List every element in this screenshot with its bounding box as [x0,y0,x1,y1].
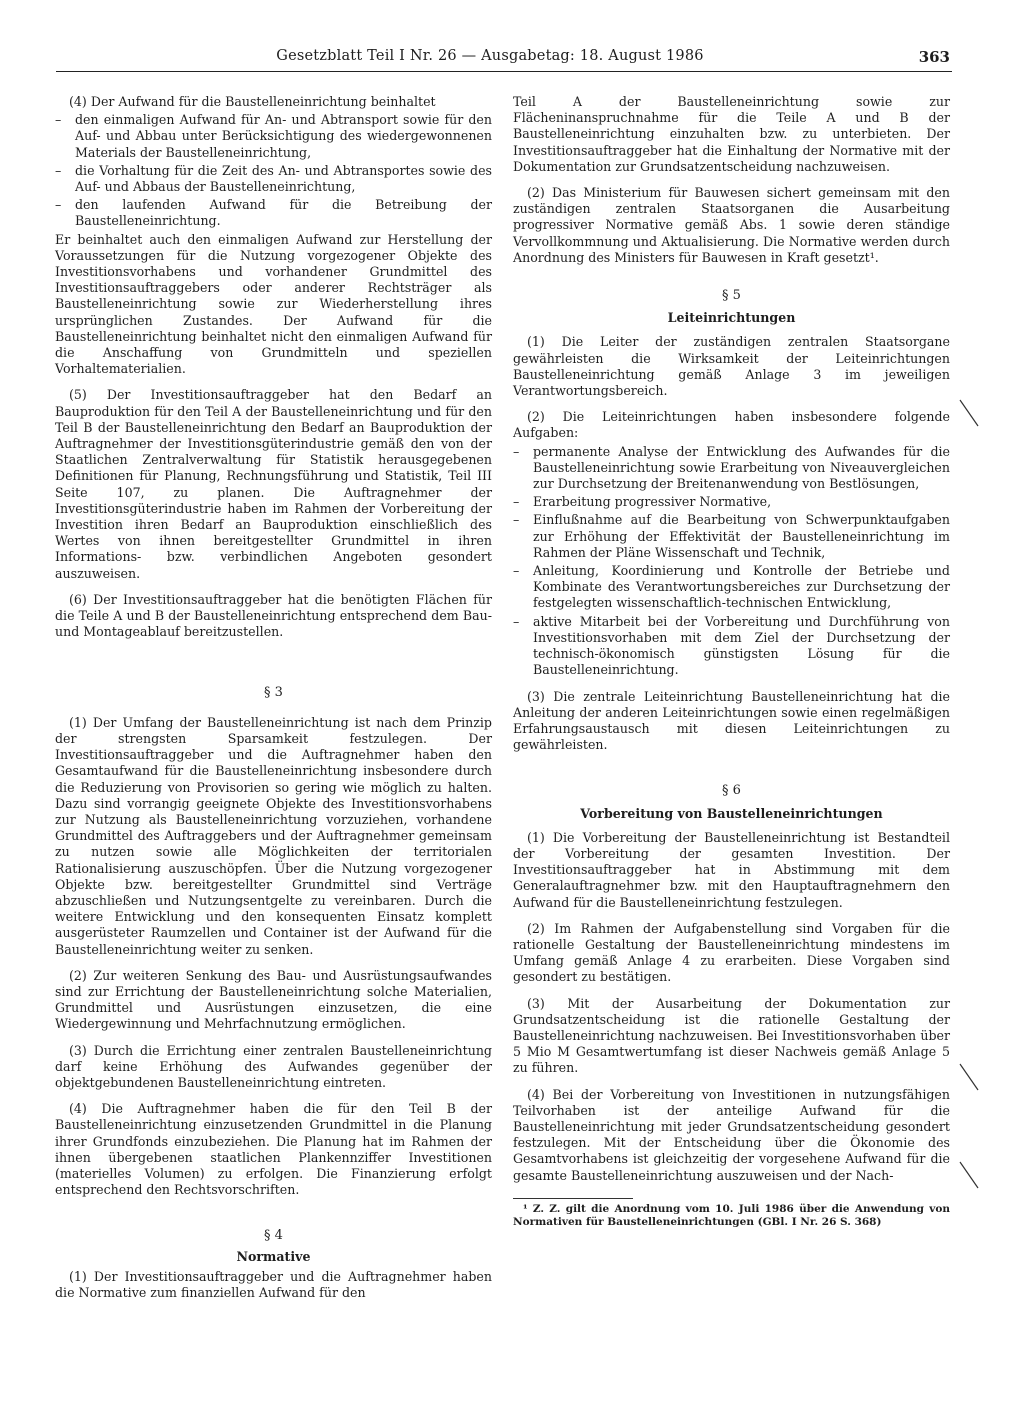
s3-p2: (2) Zur weiteren Senkung des Bau- und Ausrüstungsaufwandes sind zur Errichtung der Baustelleneinrichtung solche Materialien, Grundmittel und Ausrüstungen einzusetzen, die eine Wiedergewinnung und Mehrfachnutzung ermöglichen. [55,967,492,1032]
s3-p1: (1) Der Umfang der Baustelleneinrichtung ist nach dem Prinzip der strengsten Sparsamkeit festzulegen. Der Investitionsauftraggeber und die Auftragnehmer haben den Gesamtaufwand für die Baustelleneinrichtung insbesondere durch die Reduzierung von Provisorien so gering wie möglich zu halten. Dazu sind vorrangig geeignete Objekte des Investitionsvorhabens zur Nutzung als Baustelleneinrichtung vorzuziehen, vorhandene Grundmittel des Auftraggebers und der Auftragnehmer gemeinsam zu nutzen sowie alle Möglichkeiten der territorialen Rationalisierung auszuschöpfen. Über die Nutzung vorgezogener Objekte bzw. bereitgestellter Grundmittel sind Verträge abzuschließen und Nutzungsentgelte zu vereinbaren. Durch die weitere Entwicklung und den konsequenten Einsatz komplett ausgerüsteter Raumzellen und Container ist der Aufwand für die Baustelleneinrichtung weiter zu senken. [55,714,492,957]
s5-p1: (1) Die Leiter der zuständigen zentralen Staatsorgane gewährleisten die Wirksamkeit der Leiteinrichtungen Baustelleneinrichtung gemäß Anlage 3 im jeweiligen Verantwortungsbereich. [513,334,950,399]
s6-p2: (2) Im Rahmen der Aufgabenstellung sind Vorgaben für die rationelle Gestaltung der Baustelleneinrichtung mindestens im Umfang gemäß Anlage 4 zu erarbeiten. Diese Vorgaben sind gesondert zu bestätigen. [513,920,950,985]
s2-p5: (5) Der Investitionsauftraggeber hat den Bedarf an Bauproduktion für den Teil A der Baustelleneinrichtung und für den Teil B der Baustelleneinrichtung den Bedarf an Bauproduktion der Auftragnehmer der Investitionsgüterindustrie gemäß den von der Staatlichen Zentralverwaltung für Statistik herausgegebenen Definitionen für Planung, Rechnungsführung und Statistik, Teil III Seite 107, zu planen. Die Auftragnehmer der Investitionsgüterindustrie haben im Rahmen der Vorbereitung der Investition ihren Bedarf an Bauproduktion einschließlich des Wertes von ihnen bereitgestellter Grundmittel in ihren Informations- bzw. verbindlichen Angeboten gesondert auszuweisen. [55,387,492,581]
list-item: – permanente Analyse der Entwicklung des Aufwandes für die Baustelleneinrichtung sowie Erarbeitung von Niveauvergleichen zur Durchsetzung der Breitenanwendung von Bestlösungen, [513,443,950,492]
s4-p2: (2) Das Ministerium für Bauwesen sichert gemeinsam mit den zuständigen zentralen Staatsorganen die Ausarbeitung progressiver Normative gemäß Abs. 1 sowie deren ständige Vervollkommnung und Aktualisierung. Die Normative werden durch Anordnung des Ministers für Bauwesen in Kraft gesetzt¹. [513,185,950,265]
s6-p1: (1) Die Vorbereitung der Baustelleneinrichtung ist Bestandteil der Vorbereitung der gesamten Investition. Der Investitionsauftraggeber hat in Abstimmung mit dem Generalauftragnehmer bzw. mit den Hauptauftragnehmern den Aufwand für die Baustelleneinrichtung festzulegen. [513,829,950,910]
header-title: Gesetzblatt Teil I Nr. 26 — Ausgabetag: 18. August 1986 [276,48,704,64]
s3-p3: (3) Durch die Errichtung einer zentralen Baustelleneinrichtung darf keine Erhöhung des Aufwandes gegenüber der objektgebundenen Baustelleneinrichtung eintreten. [55,1042,492,1090]
s4-p1-continued: Teil A der Baustelleneinrichtung sowie zur Flächeninanspruchnahme für die Teile A und B der Baustelleneinrichtung einzuhalten bzw. zu unterbieten. Der Investitionsauftraggeber hat die Einhaltung der Normative mit der Dokumentation zur Grundsatzentscheidung nachzuweisen. [513,94,950,174]
margin-mark [958,1062,982,1094]
section-6-title: Vorbereitung von Baustelleneinrichtungen [580,805,883,821]
s6-p4: (4) Bei der Vorbereitung von Investitionen in nutzungsfähigen Teilvorhaben ist der anteilige Aufwand für die Baustelleneinrichtung mit jeder Grundsatzentscheidung gesondert festzulegen. Mit der Entscheidung über die Ökonomie des Gesamtvorhabens ist gleichzeitig der vorgesehene Aufwand für die gesamte Baustelleneinrichtung auszuweisen und der Nach- [513,1086,950,1183]
page-number: 363 [918,48,950,66]
s4-p1: (1) Der Investitionsauftraggeber und die Auftragnehmer haben die Normative zum finanziellen Aufwand für den [55,1268,492,1300]
right-column [513,94,950,1229]
header-rule [56,71,952,72]
list-item: – Anleitung, Koordinierung und Kontrolle der Betriebe und Kombinate des Verantwortungsbereiches zur Durchsetzung der festgelegten wissenschaftlich-technischen Entwicklung, [513,563,950,611]
s2-p4-intro: (4) Der Aufwand für die Baustelleneinrichtung beinhaltet [69,94,436,109]
section-4-heading: § 4 [264,1228,283,1244]
section-4-title: Normative [236,1248,311,1264]
s5-p3: (3) Die zentrale Leiteinrichtung Baustelleneinrichtung hat die Anleitung der anderen Leiteinrichtungen sowie einen regelmäßigen Erfahrungsaustausch mit diesen Leiteinrichtungen zu gewährleisten. [513,688,950,753]
footnote: ¹ Z. Z. gilt die Anordnung vom 10. Juli 1986 über die Anwendung von Normativen für Baustelleneinrichtungen (GBl. I Nr. 26 S. 368) [513,1202,950,1228]
list-item: – den einmaligen Aufwand für An- und Abtransport sowie für den Auf- und Abbau unter Berücksichtigung des wiedergewonnenen Materials der Baustelleneinrichtung, [55,112,492,160]
s2-p4-rest: Er beinhaltet auch den einmaligen Aufwand zur Herstellung der Voraussetzungen für die Nutzung vorgezogener Objekte des Investitionsvorhabens und vorhandener Grundmittel des Investitionsauftraggebers oder anderer Rechtsträger als Baustelleneinrichtung sowie zur Wiederherstellung ihres ursprünglichen Zustandes. Der Aufwand für die Baustelleneinrichtung beinhaltet nicht den einmaligen Aufwand für die Anschaffung von Grundmitteln und speziellen Vorhaltematerialien. [55,231,492,377]
s6-p3: (3) Mit der Ausarbeitung der Dokumentation zur Grundsatzentscheidung ist die rationelle Gestaltung der Baustelleneinrichtung nachzuweisen. Bei Investitionsvorhaben über 5 Mio M Gesamtwertumfang ist dieser Nachweis gemäß Anlage 5 zu führen. [513,995,950,1076]
s5-p2-intro: (2) Die Leiteinrichtungen haben insbesondere folgende Aufgaben: [513,409,950,441]
list-item: – Erarbeitung progressiver Normative, [513,494,772,510]
section-5-heading: § 5 [722,288,741,304]
section-6-heading: § 6 [722,783,741,799]
list-item: – Einflußnahme auf die Bearbeitung von Schwerpunktaufgaben zur Erhöhung der Effektivität der Baustelleneinrichtung im Rahmen der Pläne Wissenschaft und Technik, [513,512,950,560]
list-item: – den laufenden Aufwand für die Betreibung der Baustelleneinrichtung. [55,197,492,229]
s3-p4: (4) Die Auftragnehmer haben die für den Teil B der Baustelleneinrichtung einzusetzenden Grundmittel in die Planung ihrer Grundfonds einzubeziehen. Die Planung hat im Rahmen der ihnen übergebenen staatlichen Plankennziffer Investitionen (materielles Volumen) zu erfolgen. Die Finanzierung erfolgt entsprechend den Rechtsvorschriften. [55,1101,492,1198]
s2-p6: (6) Der Investitionsauftraggeber hat die benötigten Flächen für die Teile A und B der Baustelleneinrichtung entsprechend dem Bau- und Montageablauf bereitzustellen. [55,591,492,640]
margin-mark [958,1160,982,1192]
left-column [55,94,492,1311]
section-5-title: Leiteinrichtungen [667,310,796,326]
page-header [30,48,950,70]
margin-mark [958,398,982,430]
section-3-heading: § 3 [264,684,283,700]
list-item: – aktive Mitarbeit bei der Vorbereitung und Durchführung von Investitionsvorhaben mit dem Ziel der Durchsetzung der technisch-ökonomisch günstigsten Lösung für die Baustelleneinrichtung. [513,613,950,678]
list-item: – die Vorhaltung für die Zeit des An- und Abtransportes sowie des Auf- und Abbaus der Baustelleneinrichtung, [55,162,492,195]
footnote-rule [513,1198,633,1199]
